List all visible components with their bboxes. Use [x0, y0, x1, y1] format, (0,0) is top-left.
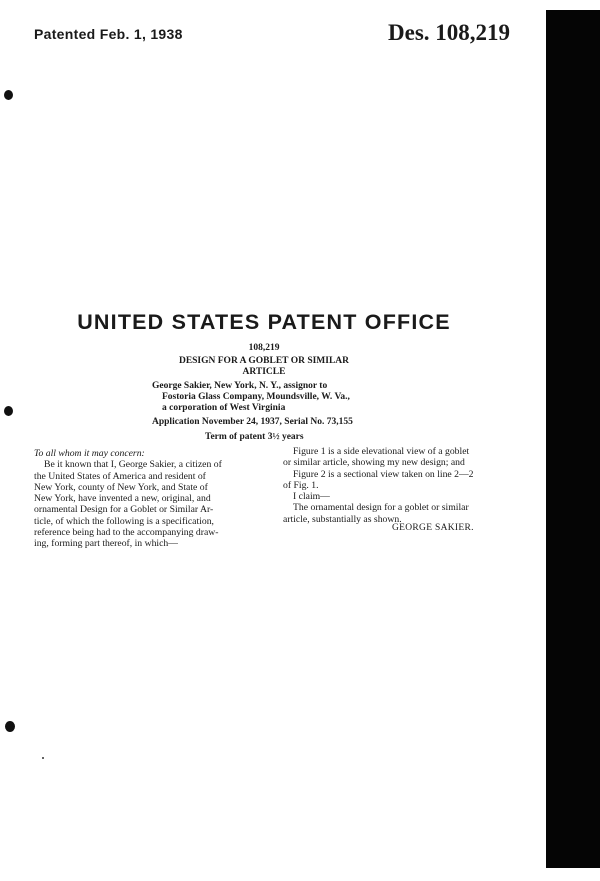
- body-line: reference being had to the accompanying draw-: [34, 527, 219, 539]
- binder-hole-bottom: [5, 721, 15, 732]
- body-line: New York, county of New York, and State of: [34, 481, 208, 493]
- specification-left-column: [34, 448, 264, 550]
- design-title: [154, 356, 374, 378]
- application-line: Application November 24, 1937, Serial No. 73,155: [152, 417, 353, 427]
- body-line: or similar article, showing my new design; and: [283, 457, 465, 469]
- office-title: UNITED STATES PATENT OFFICE: [77, 310, 451, 334]
- patent-number: 108,219: [248, 343, 280, 353]
- body-line: ticle, of which the following is a specification,: [34, 515, 214, 527]
- body-line: Be it known that I, George Sakier, a citizen of: [44, 459, 222, 471]
- binder-hole-middle: [4, 406, 13, 416]
- assignor-block: [152, 381, 412, 414]
- claim-text: The ornamental design for a goblet or similar: [293, 502, 469, 514]
- body-line: of Fig. 1.: [283, 479, 319, 491]
- body-line: ing, forming part thereof, in which—: [34, 538, 178, 550]
- body-line: New York, have invented a new, original, and: [34, 493, 211, 505]
- scan-speck: [42, 757, 44, 759]
- claim-text: article, substantially as shown.: [283, 513, 402, 525]
- design-title-line: DESIGN FOR A GOBLET OR SIMILAR: [178, 356, 350, 366]
- scan-border-right: [546, 10, 600, 881]
- assignor-line: George Sakier, New York, N. Y., assignor to: [152, 381, 328, 391]
- body-line: the United States of America and resident of: [34, 470, 206, 482]
- patented-date: Patented Feb. 1, 1938: [34, 26, 183, 42]
- design-number: Des. 108,219: [388, 20, 511, 45]
- assignor-line: a corporation of West Virginia: [162, 403, 286, 413]
- body-line: Figure 1 is a side elevational view of a goblet: [293, 446, 470, 457]
- patent-term: Term of patent 3½ years: [205, 432, 304, 442]
- body-line: Figure 2 is a sectional view taken on line 2—2: [293, 468, 474, 480]
- assignor-line: Fostoria Glass Company, Moundsville, W. Va.,: [162, 392, 350, 402]
- binder-hole-top: [4, 90, 13, 100]
- claim-heading: I claim—: [293, 491, 330, 503]
- inventor-signature: GEORGE SAKIER.: [392, 523, 474, 533]
- scan-border-bottom: [0, 868, 600, 881]
- body-line: ornamental Design for a Goblet or Similar Ar-: [34, 504, 214, 516]
- specification-right-column: [283, 446, 498, 525]
- salutation: To all whom it may concern:: [34, 448, 145, 459]
- design-title-line: ARTICLE: [242, 367, 286, 377]
